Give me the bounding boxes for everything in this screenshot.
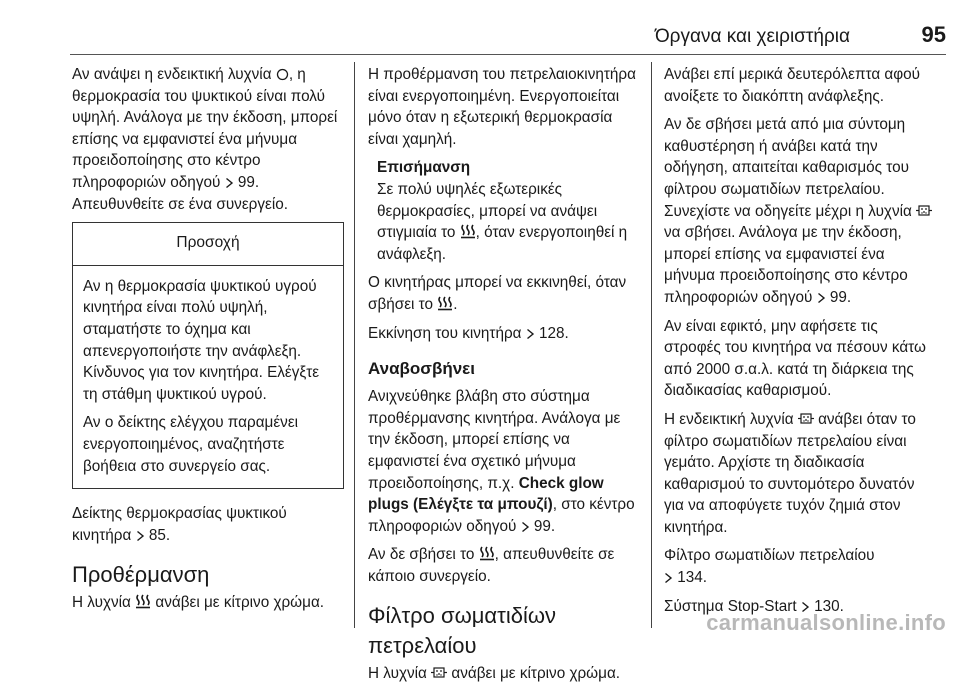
note-block: [368, 157, 638, 265]
paragraph-dpf-cleaning: [664, 114, 936, 308]
paragraph-dpf-rpm: Αν είναι εφικτό, μην αφήσετε τις στροφές του κινητήρα να πέσουν κάτω από 2000 σ.α.λ. κατά τη διάρκεια της διαδικασίας καθαρισμού.: [664, 317, 926, 400]
heading-flashing: Αναβοσβήνει: [368, 359, 475, 379]
page-reference-icon: [817, 292, 826, 304]
message-text: Check glow plugs (Ελέγξτε τα μπουζί): [368, 474, 604, 514]
page-reference[interactable]: 134: [677, 569, 703, 587]
column-divider-1: [354, 62, 355, 628]
caution-text-1: Αν η θερμοκρασία ψυκτικού υγρού κινητήρα είναι πολύ υψηλή, σταματήστε το όχημα και απενεργοποιήστε την ανάφλεξη. Κίνδυνος για τον κινητήρα. Ελέγξτε τη στάθμη ψυκτικού υγρού.: [83, 277, 320, 403]
particulate-filter-icon: [431, 665, 447, 680]
watermark: carmanualsonline.info: [706, 610, 946, 635]
text: ανάβει με κίτρινο χρώμα.: [451, 665, 621, 683]
page-header: [0, 0, 960, 56]
text: Δείκτης θερμοκρασίας ψυκτικού κινητήρα: [72, 505, 287, 544]
text: Αν δε σβήσει μετά από μια σύντομη καθυστέρηση ή ανάβει κατά την οδήγηση, απαιτείται καθαρισμός του φίλτρου σωματιδίων πετρελαίου. Συνεχίστε να οδηγείτε μέχρι η λυχνία: [664, 116, 912, 220]
text: .: [453, 295, 458, 313]
text: Η λυχνία: [72, 594, 131, 612]
text: Η λυχνία: [368, 665, 427, 683]
text: .: [564, 324, 569, 342]
text: Αν δε σβήσει το: [368, 546, 475, 564]
heading-diesel-particulate-filter: Φίλτρο σωματιδίων πετρελαίου: [368, 603, 557, 659]
text: Αν ανάψει η ενδεικτική λυχνία: [72, 66, 272, 83]
text: , όταν ενεργοποιηθεί η ανάφλεξη.: [377, 224, 628, 263]
circle-indicator-icon: [276, 68, 289, 81]
caution-text-2: Αν ο δείκτης ελέγχου παραμένει ενεργοποιημένος, αναζητήστε βοήθεια στο συνεργείο σας.: [83, 414, 299, 475]
text: να σβήσει. Ανάλογα με την έκδοση, μπορεί επίσης να εμφανιστεί ένα μήνυμα προειδοποίησης στο κέντρο πληροφοριών οδηγού: [664, 224, 908, 306]
text: Ο κινητήρας μπορεί να εκκινηθεί, όταν σβήσει το: [368, 274, 627, 313]
text: ανάβει με κίτρινο χρώμα.: [155, 594, 325, 612]
text: Ανιχνεύθηκε βλάβη στο σύστημα προθέρμανσης κινητήρα. Ανάλογα με την έκδοση, μπορεί επίσης να εμφανιστεί ένα σχετικό μήνυμα προειδοποίησης, π.χ.: [368, 388, 621, 492]
glow-plug-icon: [135, 594, 151, 609]
paragraph-preheating-lamp: [72, 592, 344, 614]
page-number: 95: [921, 22, 946, 47]
text: .: [839, 597, 844, 615]
column-2: [368, 64, 638, 692]
caution-title: Προσοχή: [73, 223, 343, 266]
caution-body: [73, 266, 343, 488]
column-divider-2: [651, 62, 652, 628]
paragraph-preheating-active: Η προθέρμανση του πετρελαιοκινητήρα είναι ενεργοποιημένη. Ενεργοποιείται μόνο όταν η εξωτερική θερμοκρασία είναι χαμηλή.: [368, 66, 636, 148]
page-reference-icon: [225, 177, 234, 189]
paragraph-engine-start: [368, 272, 638, 315]
page-reference-icon: [521, 521, 530, 533]
glow-plug-icon: [460, 224, 476, 239]
paragraph-dpf-ignition: Ανάβει επί μερικά δευτερόλεπτα αφού ανοίξετε το διακόπτη ανάφλεξης.: [664, 66, 921, 105]
text: .: [702, 569, 708, 587]
text: .: [165, 526, 171, 544]
text: .: [550, 517, 556, 535]
paragraph-not-off: [368, 544, 638, 587]
text: . Απευθυνθείτε σε ένα συνεργείο.: [72, 173, 288, 213]
text: Φίλτρο σωματιδίων πετρελαίου: [664, 547, 875, 565]
paragraph-dpf-full: [664, 409, 936, 539]
text: , απευθυνθείτε σε κάποιο συνεργείο.: [368, 546, 615, 585]
page-reference[interactable]: 85: [148, 526, 166, 544]
paragraph-dpf-lamp: [368, 663, 638, 685]
particulate-filter-icon: [798, 411, 814, 426]
glow-plug-icon: [437, 296, 453, 311]
page-reference-icon: [526, 328, 535, 340]
text: Σε πολύ υψηλές εξωτερικές θερμοκρασίες, μπορεί να ανάψει στιγμιαία το: [377, 180, 598, 242]
page-reference[interactable]: 99: [829, 288, 847, 306]
text: Εκκίνηση του κινητήρα: [368, 324, 522, 342]
paragraph-coolant-temp: [72, 64, 344, 215]
page-section-title: Όργανα και χειριστήρια: [654, 26, 850, 47]
page-reference-icon: [664, 572, 673, 584]
note-text: [377, 179, 638, 265]
header-rule: [70, 54, 946, 55]
text: .: [846, 288, 852, 306]
text: , στο κέντρο πληροφοριών οδηγού: [368, 496, 635, 535]
column-1: [72, 64, 344, 621]
text: ανάβει όταν το φίλτρο σωματιδίων πετρελαίου είναι γεμάτο. Αρχίστε τη διαδικασία καθαρισμού το συντομότερο δυνατόν για να αποφύγετε τυχόν ζημιά στον κινητήρα.: [664, 410, 916, 536]
text: Η ενδεικτική λυχνία: [664, 410, 794, 428]
page-reference-icon: [136, 530, 145, 542]
note-title: Επισήμανση: [377, 159, 471, 177]
text: , η θερμοκρασία του ψυκτικού είναι πολύ υψηλή. Ανάλογα με την έκδοση, μπορεί επίσης να εμφανιστεί ένα μήνυμα προειδοποίησης στο κέντρο πληροφοριών οδηγού: [72, 66, 338, 191]
page-reference[interactable]: 99: [237, 173, 255, 191]
glow-plug-icon: [479, 546, 495, 561]
paragraph-dpf-ref: [664, 545, 936, 588]
paragraph-engine-start-ref: [368, 323, 638, 345]
page-reference[interactable]: 128: [539, 324, 565, 342]
column-3: [664, 64, 936, 624]
heading-preheating: Προθέρμανση: [72, 562, 210, 588]
caution-box: [72, 222, 344, 489]
page-reference[interactable]: 99: [533, 517, 551, 535]
paragraph-preheating-fault: [368, 386, 638, 537]
page-reference[interactable]: 130: [814, 597, 840, 615]
paragraph-coolant-gauge: [72, 503, 344, 546]
text: Σύστημα Stop-Start: [664, 597, 797, 615]
particulate-filter-icon: [916, 203, 932, 218]
